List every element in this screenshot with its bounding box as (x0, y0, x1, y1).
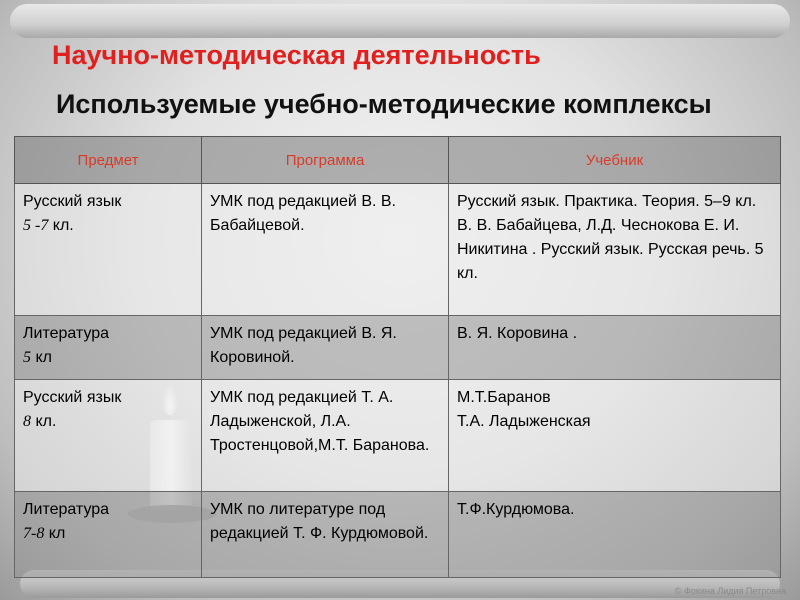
grade-suffix: кл. (48, 217, 74, 234)
subject-grade (23, 522, 193, 546)
cell-program: УМК по литературе под редакцией Т. Ф. Курдюмовой. (202, 492, 449, 578)
header-program: Программа (202, 137, 449, 184)
table-row (15, 184, 781, 316)
grade-suffix: кл (31, 349, 52, 366)
cell-subject (15, 316, 202, 380)
subject-name: Литература (23, 325, 110, 342)
cell-subject (15, 492, 202, 578)
table-header-row (15, 137, 781, 184)
grade-number: 7-8 (23, 525, 45, 542)
cell-program: УМК под редакцией Т. А. Ладыженской, Л.А. Тростенцовой,М.Т. Баранова. (202, 380, 449, 492)
cell-program: УМК под редакцией В. Я. Коровиной. (202, 316, 449, 380)
grade-number: 8 (23, 413, 31, 430)
cell-subject (15, 184, 202, 316)
page-subtitle: Используемые учебно-методические комплексы (56, 89, 712, 119)
grade-number: 5 (23, 349, 31, 366)
umk-table-container (14, 136, 780, 578)
table-row (15, 492, 781, 578)
cell-textbook: Русский язык. Практика. Теория. 5–9 кл. В. В. Бабайцева, Л.Д. Чеснокова Е. И. Никитина . Русский язык. Русская речь. 5 кл. (449, 184, 781, 316)
cell-textbook: М.Т.Баранов Т.А. Ладыженская (449, 380, 781, 492)
subject-name: Русский язык (23, 389, 122, 406)
cell-subject (15, 380, 202, 492)
subject-name: Русский язык (23, 193, 122, 210)
header-textbook: Учебник (449, 137, 781, 184)
scroll-roll-top (10, 4, 790, 38)
cell-textbook: Т.Ф.Курдюмова. (449, 492, 781, 578)
subject-grade (23, 214, 193, 238)
grade-suffix: кл (44, 525, 66, 542)
grade-number: 5 -7 (23, 217, 49, 234)
table-row (15, 316, 781, 380)
grade-suffix: кл. (31, 413, 57, 430)
header-subject: Предмет (15, 137, 202, 184)
page-title: Научно-методическая деятельность (52, 40, 541, 70)
umk-table (14, 136, 781, 578)
author-watermark: © Фокина Лидия Петровна (674, 586, 786, 596)
cell-program: УМК под редакцией В. В. Бабайцевой. (202, 184, 449, 316)
table-row (15, 380, 781, 492)
cell-textbook: В. Я. Коровина . (449, 316, 781, 380)
subject-grade (23, 346, 193, 370)
subject-grade (23, 410, 193, 434)
subject-name: Литература (23, 501, 110, 518)
